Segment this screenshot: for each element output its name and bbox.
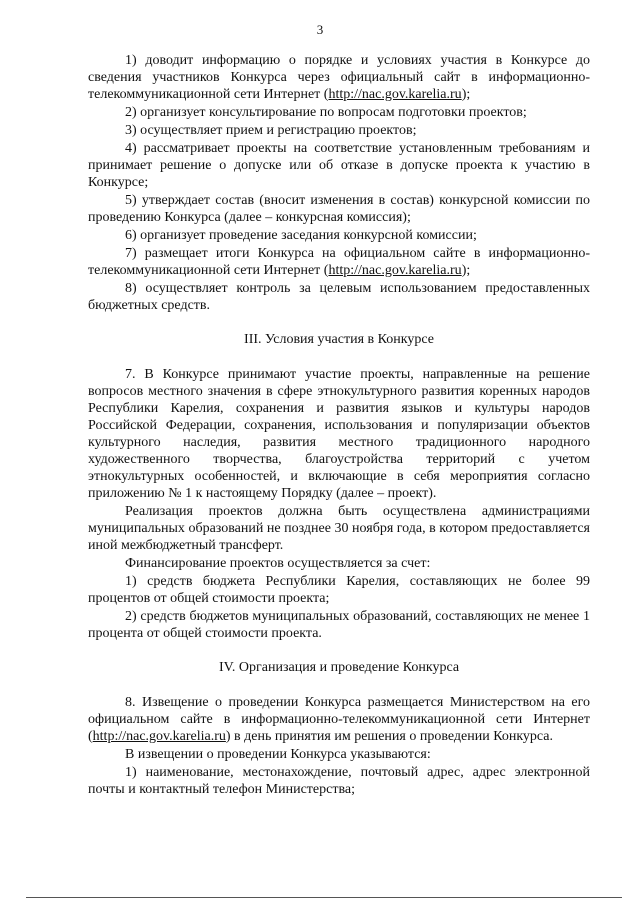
paragraph-financing: Финансирование проектов осуществляется за счет:: [125, 556, 431, 571]
page-bottom-rule: [26, 897, 622, 898]
section-heading-3: III. Условия участия в Конкурсе: [244, 332, 434, 347]
list-item-5: 5) утверждает состав (вносит изменения в состав) конкурсной комиссии по проведению Конкурса (далее – конкурсная комиссия);: [88, 193, 590, 225]
list-item-7: [88, 245, 590, 279]
list-item-3: 3) осуществляет прием и регистрацию проектов;: [125, 123, 417, 138]
financing-item-2: 2) средств бюджетов муниципальных образований, составляющих не менее 1 процента от общей стоимости проекта.: [88, 609, 590, 641]
list-item-7-text: 7) размещает итоги Конкурса на официальном сайте в информационно-телекоммуникационной сети Интернет (: [88, 246, 590, 278]
list-item-1: [88, 52, 590, 103]
list-item-2: 2) организует консультирование по вопросам подготовки проектов;: [125, 105, 527, 120]
page-number: 3: [316, 22, 324, 37]
website-link[interactable]: http://nac.gov.karelia.ru: [328, 87, 462, 102]
paragraph-7: 7. В Конкурсе принимают участие проекты, направленные на решение вопросов местного значения в сфере этнокультурного развития коренных народов Республики Карелия, сохранения и развития языков и культуры народов Российской Федерации, сохранения, использования и популяризации объектов культурного наследия, развития местного традиционного народного художественного творчества, благоустройства территорий с учетом этнокультурных особенностей, и включающие в себя мероприятия согласно приложению № 1 к настоящему Порядку (далее – проект).: [88, 367, 590, 501]
website-link[interactable]: http://nac.gov.karelia.ru: [92, 729, 226, 744]
section-heading-4: IV. Организация и проведение Конкурса: [218, 660, 460, 675]
paragraph-notice: В извещении о проведении Конкурса указываются:: [125, 747, 431, 762]
list-item-8: 8) осуществляет контроль за целевым использованием предоставленных бюджетных средств.: [88, 281, 590, 313]
website-link[interactable]: http://nac.gov.karelia.ru: [328, 263, 462, 278]
list-item-7-tail: );: [461, 263, 471, 278]
notice-item-1: 1) наименование, местонахождение, почтовый адрес, адрес электронной почты и контактный телефон Министерства;: [88, 765, 590, 797]
list-item-1-tail: );: [461, 87, 471, 102]
list-item-1-text: 1) доводит информацию о порядке и условиях участия в Конкурсе до сведения участников Конкурса через официальный сайт в информационно-телекоммуникационной сети Интернет (: [88, 53, 590, 102]
paragraph-deadline: Реализация проектов должна быть осуществлена администрациями муниципальных образований не позднее 30 ноября года, в котором предоставляется иной межбюджетный трансферт.: [88, 504, 590, 553]
paragraph-8: [88, 694, 590, 745]
list-item-6: 6) организует проведение заседания конкурсной комиссии;: [125, 228, 477, 243]
paragraph-8-tail: ) в день принятия им решения о проведении Конкурса.: [225, 729, 554, 744]
document-body: [88, 52, 590, 799]
paragraph-8-text: 8. Извещение о проведении Конкурса размещается Министерством на его официальном сайте в информационно-телекоммуникационной сети Интернет (: [88, 695, 590, 744]
list-item-4: 4) рассматривает проекты на соответствие установленным требованиям и принимает решение о допуске или об отказе в допуске проекта к участию в Конкурсе;: [88, 141, 590, 190]
financing-item-1: 1) средств бюджета Республики Карелия, составляющих не более 99 процентов от общей стоимости проекта;: [88, 574, 590, 606]
